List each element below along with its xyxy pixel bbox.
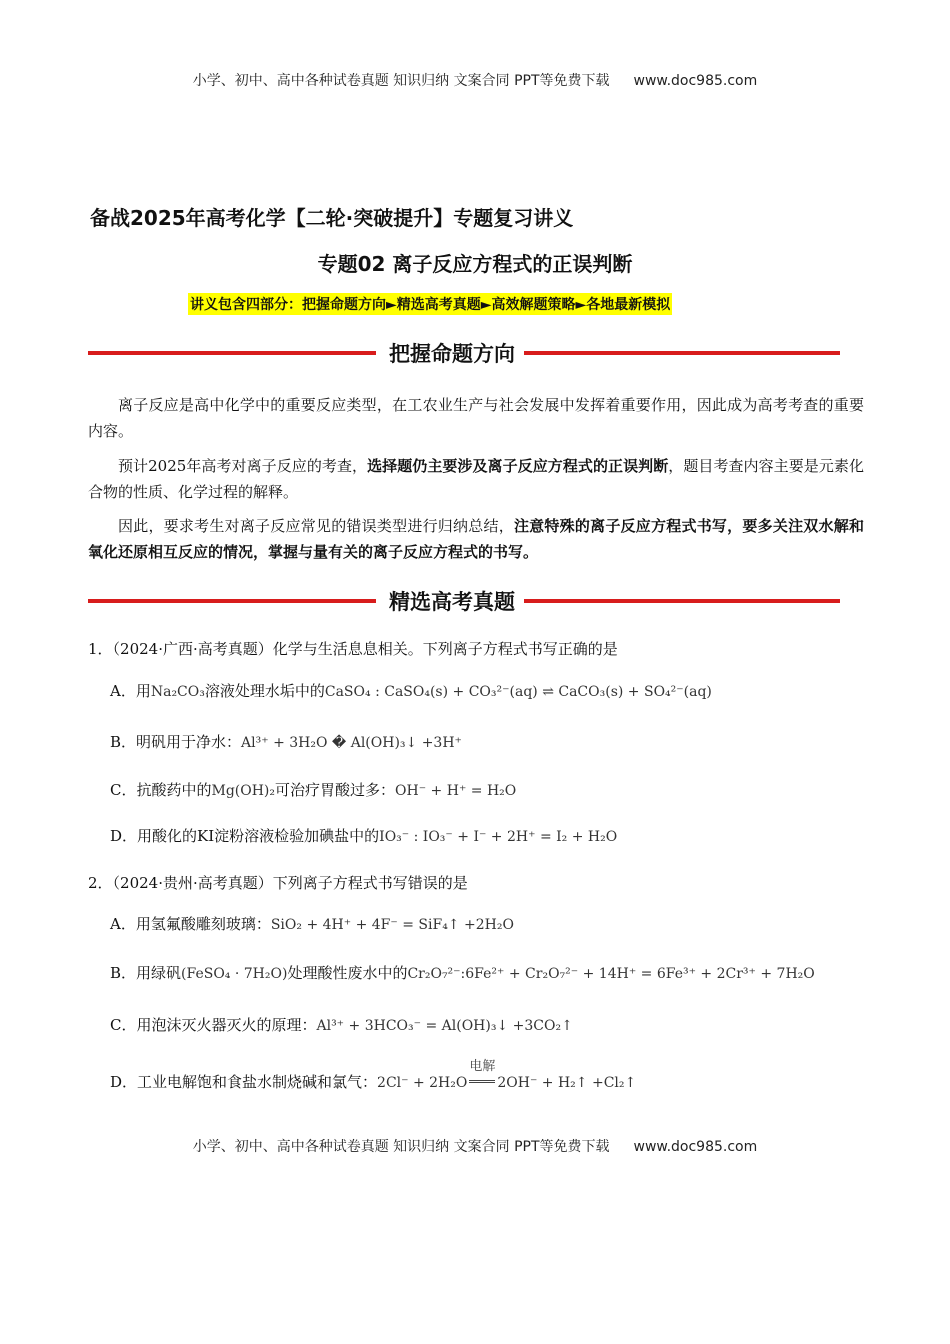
- divider-line-right: [524, 599, 840, 603]
- ionic-equation: Al³⁺ + 3HCO₃⁻ = Al(OH)₃↓ +3CO₂↑: [316, 1018, 573, 1034]
- question-2-option-b[interactable]: [110, 962, 815, 983]
- section-divider-exams: [88, 586, 840, 616]
- question-2-option-c[interactable]: [110, 1014, 573, 1035]
- option-label: A．用氢氟酸雕刻玻璃：: [110, 915, 271, 933]
- question-1-option-a[interactable]: [110, 680, 712, 701]
- intro-paragraph-1: 离子反应是高中化学中的重要反应类型，在工农业生产与社会发展中发挥着重要作用，因此成为高考考查的重要内容。: [88, 396, 864, 440]
- ionic-equation: OH⁻ + H⁺ = H₂O: [395, 783, 517, 799]
- ionic-equation: CaSO₄ : CaSO₄(s) + CO₃²⁻(aq) ⇌ CaCO₃(s) + SO₄²⁻(aq): [324, 684, 712, 700]
- option-text: 可治疗胃酸过多：: [275, 781, 396, 799]
- ionic-equation: IO₃⁻ : IO₃⁻ + I⁻ + 2H⁺ = I₂ + H₂O: [379, 829, 618, 845]
- footer-text: 小学、初中、高中各种试卷真题 知识归纳 文案合同 PPT等免费下载: [192, 1139, 610, 1155]
- option-label: D．用酸化的KI淀粉溶液检验加碘盐中的: [110, 827, 380, 845]
- ionic-equation: Al³⁺ + 3H₂O � Al(OH)₃↓ +3H⁺: [241, 735, 462, 751]
- section-divider-direction: [88, 338, 840, 368]
- section-heading: 精选高考真题: [389, 590, 515, 614]
- divider-line-right: [524, 351, 840, 355]
- outline-highlight: 讲义包含四部分：把握命题方向►精选高考真题►高效解题策略►各地最新模拟: [188, 293, 672, 315]
- ionic-equation: SiO₂ + 4H⁺ + 4F⁻ = SiF₄↑ +2H₂O: [270, 917, 514, 933]
- option-text: 处理酸性废水中的: [287, 964, 408, 982]
- reagent-formula: Na₂CO₃: [150, 684, 205, 700]
- option-label: C．抗酸药中的: [110, 781, 212, 799]
- reaction-condition: [467, 1059, 497, 1091]
- option-label: C．用泡沫灭火器灭火的原理：: [110, 1016, 317, 1034]
- reagent-formula: (FeSO₄ · 7H₂O): [181, 966, 288, 982]
- question-2-option-d[interactable]: [110, 1059, 637, 1092]
- para2-post: ，题目考查内容主要是元素化合物的性质、化学过程的解释。: [88, 457, 864, 501]
- para3-pre: 因此，要求考生对离子反应常见的错误类型进行归纳总结，: [118, 517, 514, 535]
- page-footer: [0, 1136, 950, 1156]
- footer-url[interactable]: www.doc985.com: [633, 1139, 758, 1155]
- topic-title: 专题02 离子反应方程式的正误判断: [317, 252, 633, 276]
- para2-pre: 预计2025年高考对离子反应的考查，: [118, 457, 368, 475]
- option-label: B．用绿矾: [110, 964, 182, 982]
- ionic-equation-right: 2OH⁻ + H₂↑ +Cl₂↑: [497, 1075, 637, 1091]
- reagent-formula: Mg(OH)₂: [211, 783, 276, 799]
- section-heading: 把握命题方向: [389, 342, 515, 366]
- para3-bold: 注意特殊的离子反应方程式书写，要多关注双水解和氧化还原相互反应的情况，掌握与量有关的离子反应方程式的书写。: [88, 517, 864, 561]
- question-1-option-d[interactable]: [110, 825, 617, 846]
- page-header: [0, 70, 950, 90]
- document-title: 备战2025年高考化学【二轮·突破提升】专题复习讲义: [90, 206, 574, 230]
- intro-paragraph-3: [88, 513, 864, 565]
- option-label: B．明矾用于净水：: [110, 733, 242, 751]
- ionic-equation-left: 2Cl⁻ + 2H₂O: [377, 1075, 468, 1091]
- question-2-stem: 2．（2024·贵州·高考真题）下列离子方程式书写错误的是: [88, 874, 468, 892]
- para2-bold: 选择题仍主要涉及离子反应方程式的正误判断: [367, 457, 669, 475]
- divider-line-left: [88, 351, 376, 355]
- question-1-option-c[interactable]: [110, 779, 516, 800]
- header-text: 小学、初中、高中各种试卷真题 知识归纳 文案合同 PPT等免费下载: [192, 73, 610, 89]
- option-text: 溶液处理水垢中的: [204, 682, 325, 700]
- intro-paragraph-2: [88, 453, 864, 505]
- ionic-equation: Cr₂O₇²⁻:6Fe²⁺ + Cr₂O₇²⁻ + 14H⁺ = 6Fe³⁺ + 2Cr³⁺ + 7H₂O: [407, 966, 815, 982]
- divider-line-left: [88, 599, 376, 603]
- question-1-option-b[interactable]: [110, 731, 462, 752]
- question-1-stem: 1．（2024·广西·高考真题）化学与生活息息相关。下列离子方程式书写正确的是: [88, 640, 618, 658]
- header-url[interactable]: www.doc985.com: [633, 73, 758, 89]
- option-label: D．工业电解饱和食盐水制烧碱和氯气：: [110, 1073, 378, 1091]
- equals-sign: [469, 1080, 495, 1083]
- option-label: A．用: [110, 682, 151, 700]
- condition-label: 电解: [469, 1059, 496, 1074]
- question-2-option-a[interactable]: [110, 913, 514, 934]
